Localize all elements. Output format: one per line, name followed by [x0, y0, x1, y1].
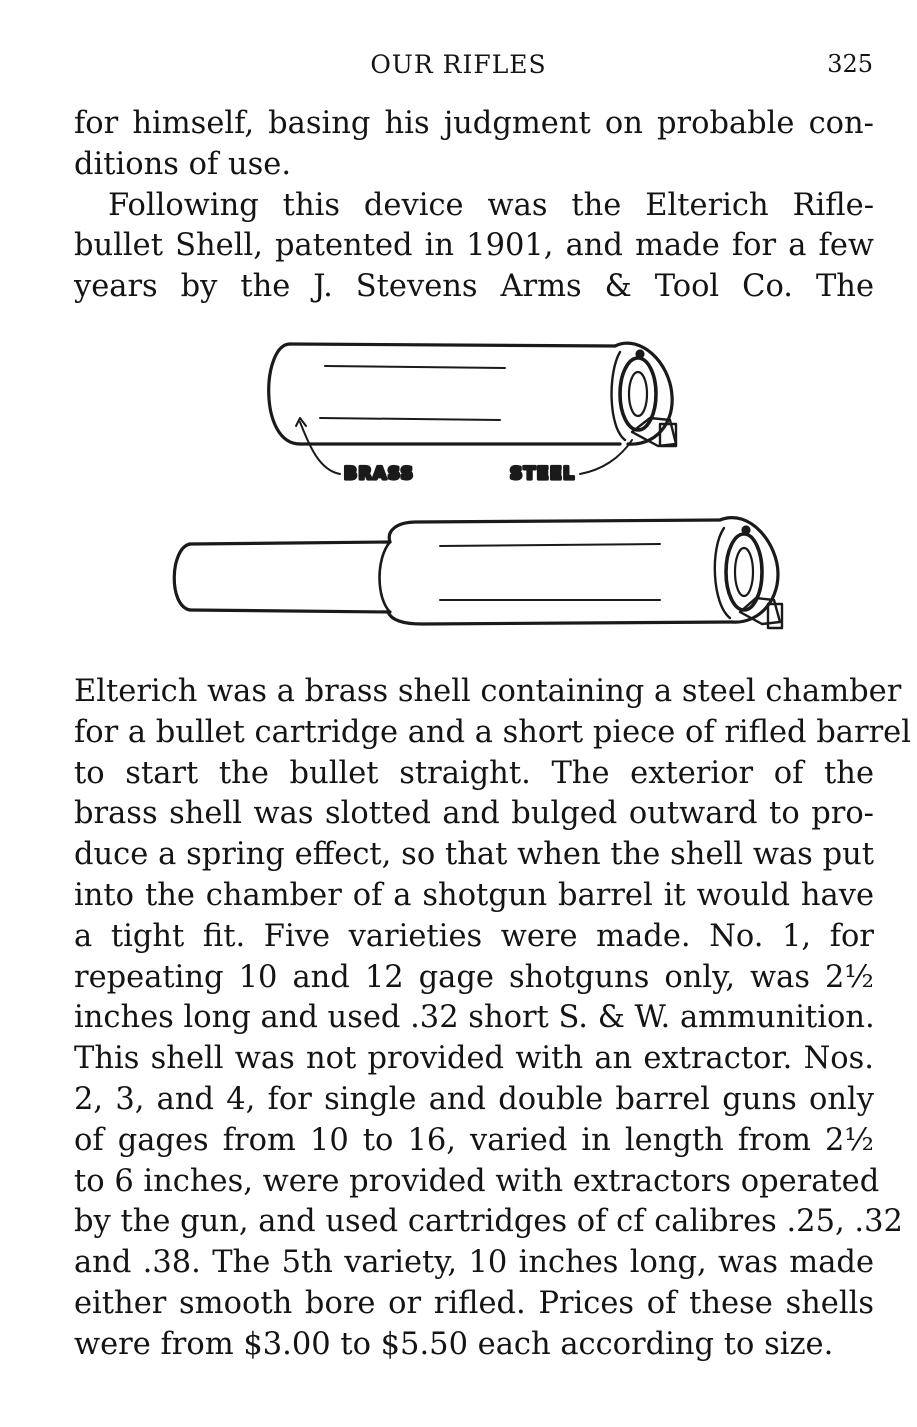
text-line: to start the bullet straight. The exterior of the	[74, 755, 874, 791]
label-steel: STEEL	[510, 464, 576, 484]
text-line: for a bullet cartridge and a short piece of rifled barrel	[74, 714, 911, 750]
text-line: for himself, basing his judgment on probable con-	[74, 106, 874, 141]
text-block-bottom	[74, 672, 911, 1366]
shell-drawing	[150, 322, 810, 642]
text-line: to 6 inches, were provided with extractors operated	[74, 1163, 880, 1199]
text-line: years by the J. Stevens Arms & Tool Co. The	[74, 269, 874, 305]
text-line: into the chamber of a shotgun barrel it would have	[74, 877, 874, 913]
text-line: repeating 10 and 12 gage shotguns only, was 2½	[74, 959, 874, 995]
running-head	[0, 44, 917, 84]
text-line: Elterich was a brass shell containing a steel chamber	[74, 674, 902, 709]
running-title: OUR RIFLES	[370, 50, 547, 79]
label-brass: BRASS	[344, 464, 415, 484]
text-block-top	[74, 104, 874, 308]
shell-illustration	[150, 322, 810, 642]
text-line: Following this device was the Elterich Rifle-	[108, 187, 874, 223]
text-line: of gages from 10 to 16, varied in length from 2½	[74, 1122, 874, 1158]
text-line: were from $3.00 to $5.50 each according to size.	[74, 1326, 834, 1362]
text-line: ditions of use.	[74, 146, 292, 182]
text-line: duce a spring effect, so that when the shell was put	[74, 837, 874, 873]
text-line: This shell was not provided with an extractor. Nos.	[74, 1041, 874, 1077]
text-line: either smooth bore or rifled. Prices of these shells	[74, 1285, 874, 1321]
text-line: by the gun, and used cartridges of cf calibres .25, .32	[74, 1204, 903, 1240]
text-line: brass shell was slotted and bulged outward to pro-	[74, 796, 874, 832]
text-line: inches long and used .32 short S. & W. ammunition.	[74, 1000, 875, 1036]
text-line: and .38. The 5th variety, 10 inches long, was made	[74, 1245, 874, 1281]
page-number: 325	[827, 50, 873, 78]
text-line: bullet Shell, patented in 1901, and made for a few	[74, 228, 874, 264]
text-line: a tight fit. Five varieties were made. No. 1, for	[74, 918, 874, 954]
text-line: 2, 3, and 4, for single and double barrel guns only	[74, 1081, 874, 1117]
